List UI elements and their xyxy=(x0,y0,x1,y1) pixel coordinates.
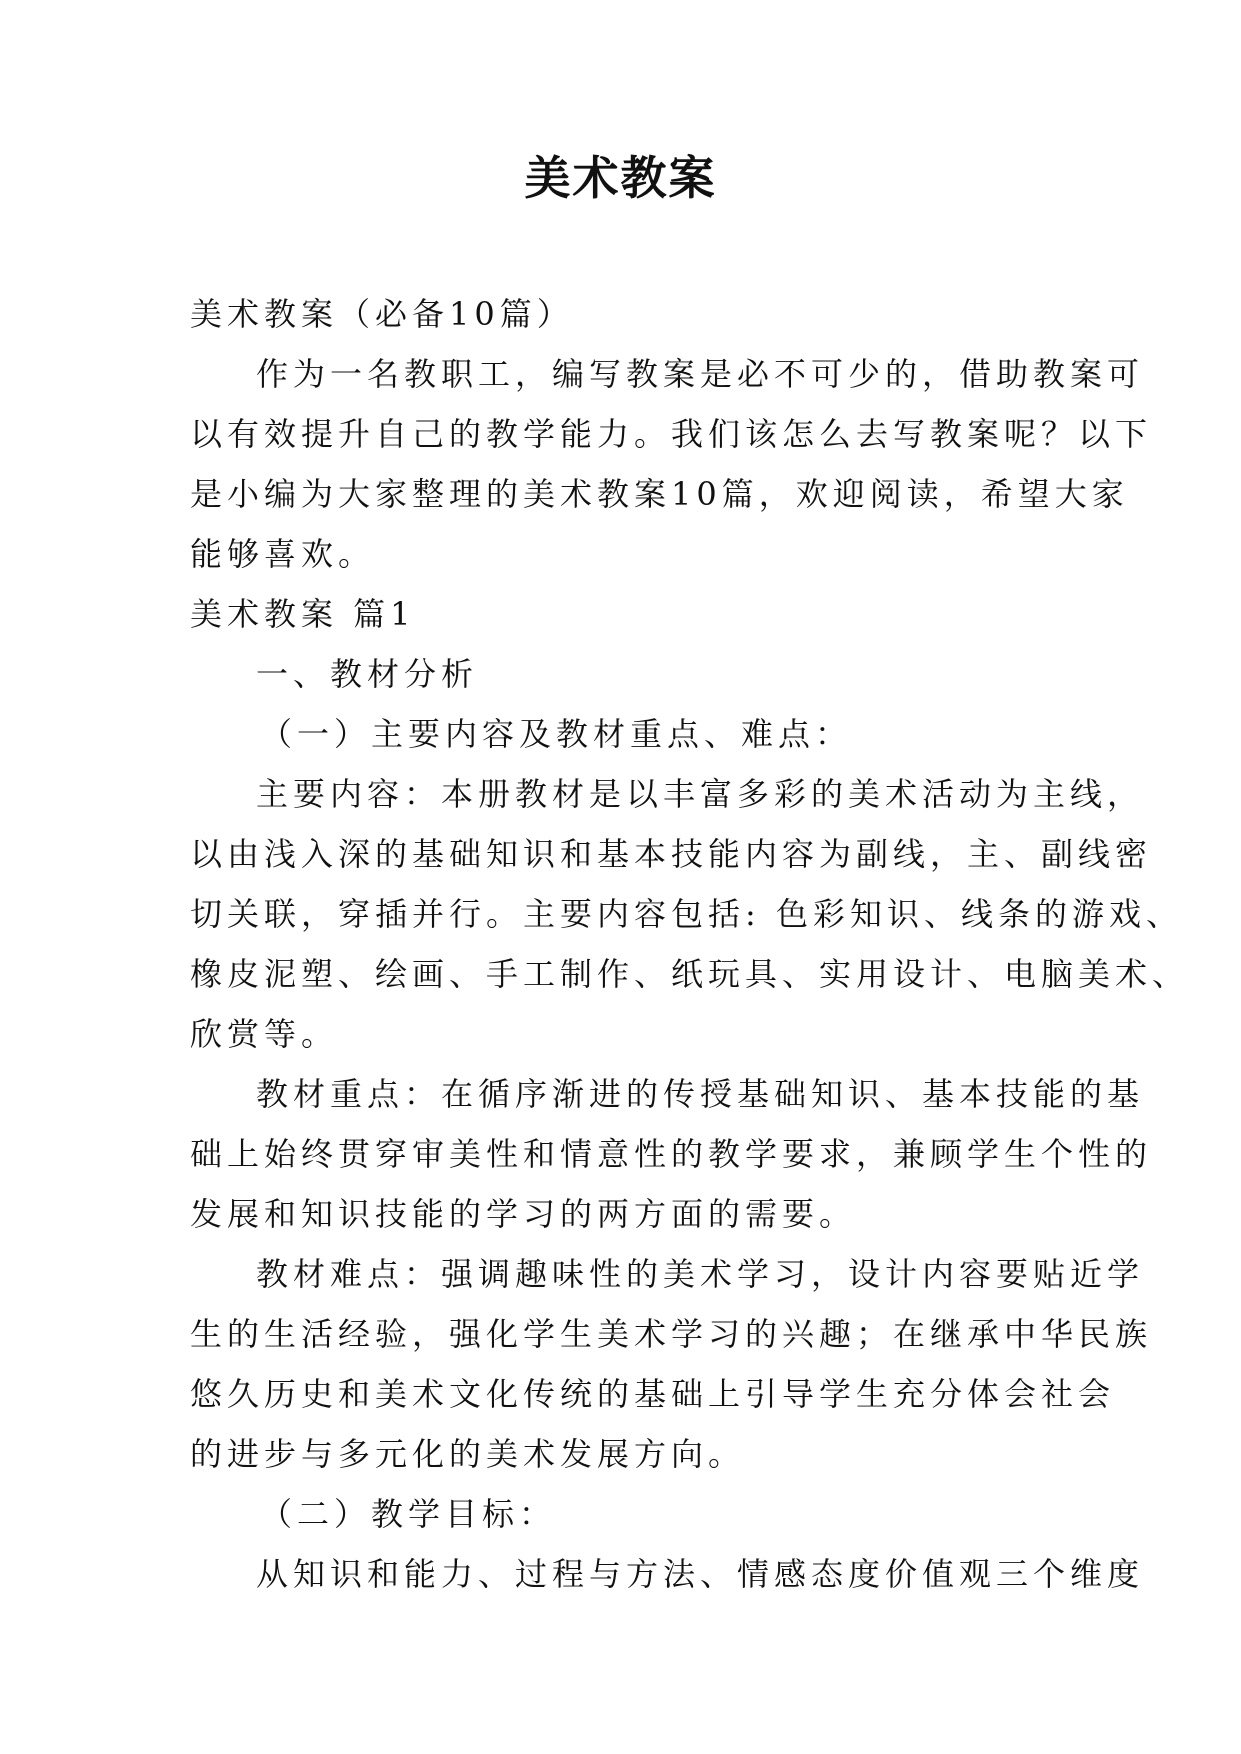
paragraph-line: 生的生活经验，强化学生美术学习的兴趣；在继承中华民族 xyxy=(190,1315,1153,1353)
paragraph-line: 欣赏等。 xyxy=(190,1015,339,1053)
subtitle-line: 美术教案（必备10篇） xyxy=(190,295,574,333)
paragraph-line: 教材重点：在循序渐进的传授基础知识、基本技能的基 xyxy=(256,1075,1145,1113)
subsection-heading: 一、教材分析 xyxy=(256,655,479,693)
paragraph-line: 主要内容：本册教材是以丰富多彩的美术活动为主线， xyxy=(256,775,1145,813)
paragraph-line: 教材难点：强调趣味性的美术学习，设计内容要贴近学 xyxy=(256,1255,1145,1293)
paragraph-line: 作为一名教职工，编写教案是必不可少的，借助教案可 xyxy=(256,355,1145,393)
paragraph-line: 能够喜欢。 xyxy=(190,535,376,573)
paragraph-line: 以有效提升自己的教学能力。我们该怎么去写教案呢？以下 xyxy=(190,415,1153,453)
paragraph-line: 从知识和能力、过程与方法、情感态度价值观三个维度 xyxy=(256,1555,1145,1593)
paragraph-line: 橡皮泥塑、绘画、手工制作、纸玩具、实用设计、电脑美术、 xyxy=(190,955,1190,993)
document-title: 美术教案 xyxy=(524,151,717,205)
paragraph-line: 以由浅入深的基础知识和基本技能内容为副线，主、副线密 xyxy=(190,835,1153,873)
paragraph-line: 悠久历史和美术文化传统的基础上引导学生充分体会社会 xyxy=(190,1375,1116,1413)
paragraph-line: 发展和知识技能的学习的两方面的需要。 xyxy=(190,1195,857,1233)
paragraph-line: 切关联，穿插并行。主要内容包括: 色彩知识、线条的游戏、 xyxy=(190,895,1183,933)
paragraph-line: 的进步与多元化的美术发展方向。 xyxy=(190,1435,746,1473)
section-heading: 美术教案 篇1 xyxy=(190,595,416,633)
paragraph-line: 础上始终贯穿审美性和情意性的教学要求，兼顾学生个性的 xyxy=(190,1135,1153,1173)
subsection-heading: （二）教学目标： xyxy=(260,1495,557,1533)
paragraph-line: 是小编为大家整理的美术教案10篇，欢迎阅读，希望大家 xyxy=(190,475,1129,513)
document-body xyxy=(190,284,1190,1604)
subsection-heading: （一）主要内容及教材重点、难点： xyxy=(260,715,853,753)
